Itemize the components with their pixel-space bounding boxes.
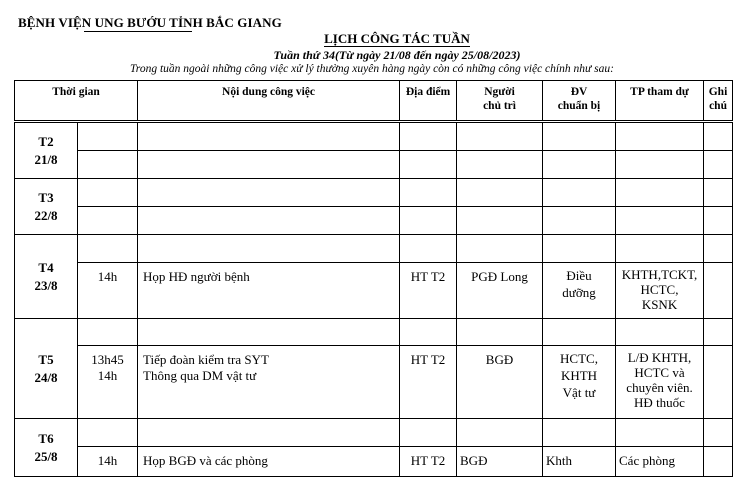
col-notes-l2: chú bbox=[709, 100, 727, 112]
t4-host: PGĐ Long bbox=[457, 263, 543, 319]
t6-location: HT T2 bbox=[400, 447, 457, 477]
table-row bbox=[15, 419, 733, 447]
table-row bbox=[15, 319, 733, 346]
col-location: Địa điểm bbox=[400, 81, 457, 121]
t5-attendees: L/Đ KHTH, HCTC và chuyên viên. HĐ thuốc bbox=[616, 346, 704, 419]
table-row bbox=[15, 123, 733, 151]
table-row bbox=[15, 263, 733, 319]
table-row bbox=[15, 207, 733, 235]
day-cell-t4: T4 23/8 bbox=[15, 235, 78, 319]
t5-time: 13h45 14h bbox=[78, 346, 138, 419]
day-cell-t6: T6 25/8 bbox=[15, 419, 78, 477]
col-prep bbox=[543, 81, 616, 121]
t5-content: Tiếp đoàn kiểm tra SYT Thông qua DM vật tư bbox=[138, 346, 400, 419]
document-title-wrap bbox=[0, 31, 744, 47]
day-cell-t3: T3 22/8 bbox=[15, 179, 78, 235]
col-time: Thời gian bbox=[15, 81, 138, 121]
t6-content: Họp BGĐ và các phòng bbox=[138, 447, 400, 477]
col-host-l2: chủ trì bbox=[483, 100, 516, 112]
col-host bbox=[457, 81, 543, 121]
table-row bbox=[15, 151, 733, 179]
header-row bbox=[15, 81, 733, 121]
t4-attendees: KHTH,TCKT, HCTC, KSNK bbox=[616, 263, 704, 319]
col-content: Nội dung công việc bbox=[138, 81, 400, 121]
t6-attendees: Các phòng bbox=[616, 447, 704, 477]
t6-time: 14h bbox=[78, 447, 138, 477]
hospital-name: BỆNH VIỆN UNG BƯỚU TỈNH BẮC GIANG bbox=[18, 15, 282, 30]
intro-text: Trong tuần ngoài những công việc xử lý thường xuyên hàng ngày còn có những công việc chính như sau: bbox=[130, 63, 614, 75]
col-notes-l1: Ghi bbox=[708, 86, 728, 98]
document-title: LỊCH CÔNG TÁC TUẦN bbox=[324, 31, 470, 46]
t4-location: HT T2 bbox=[400, 263, 457, 319]
table-row bbox=[15, 235, 733, 263]
t6-prep: Khth bbox=[543, 447, 616, 477]
t4-prep: Điều dưỡng bbox=[543, 263, 616, 319]
col-host-l1: Người bbox=[484, 86, 515, 98]
t4-content: Họp HĐ người bệnh bbox=[138, 263, 400, 319]
table-row bbox=[15, 346, 733, 419]
t6-host: BGĐ bbox=[457, 447, 543, 477]
col-prep-l1: ĐV bbox=[570, 86, 588, 98]
week-subtitle: Tuần thứ 34(Từ ngày 21/08 đến ngày 25/08/2023) bbox=[273, 48, 521, 62]
col-notes bbox=[704, 81, 733, 121]
t4-time: 14h bbox=[78, 263, 138, 319]
t5-prep: HCTC, KHTH Vật tư bbox=[543, 346, 616, 419]
table-row bbox=[15, 179, 733, 207]
col-prep-l2: chuẩn bị bbox=[557, 100, 601, 112]
day-cell-t2: T2 21/8 bbox=[15, 123, 78, 179]
t5-location: HT T2 bbox=[400, 346, 457, 419]
table-row bbox=[15, 447, 733, 477]
schedule-table bbox=[14, 80, 733, 477]
col-attendees: TP tham dự bbox=[616, 81, 704, 121]
day-cell-t5: T5 24/8 bbox=[15, 319, 78, 419]
t5-host: BGĐ bbox=[457, 346, 543, 419]
